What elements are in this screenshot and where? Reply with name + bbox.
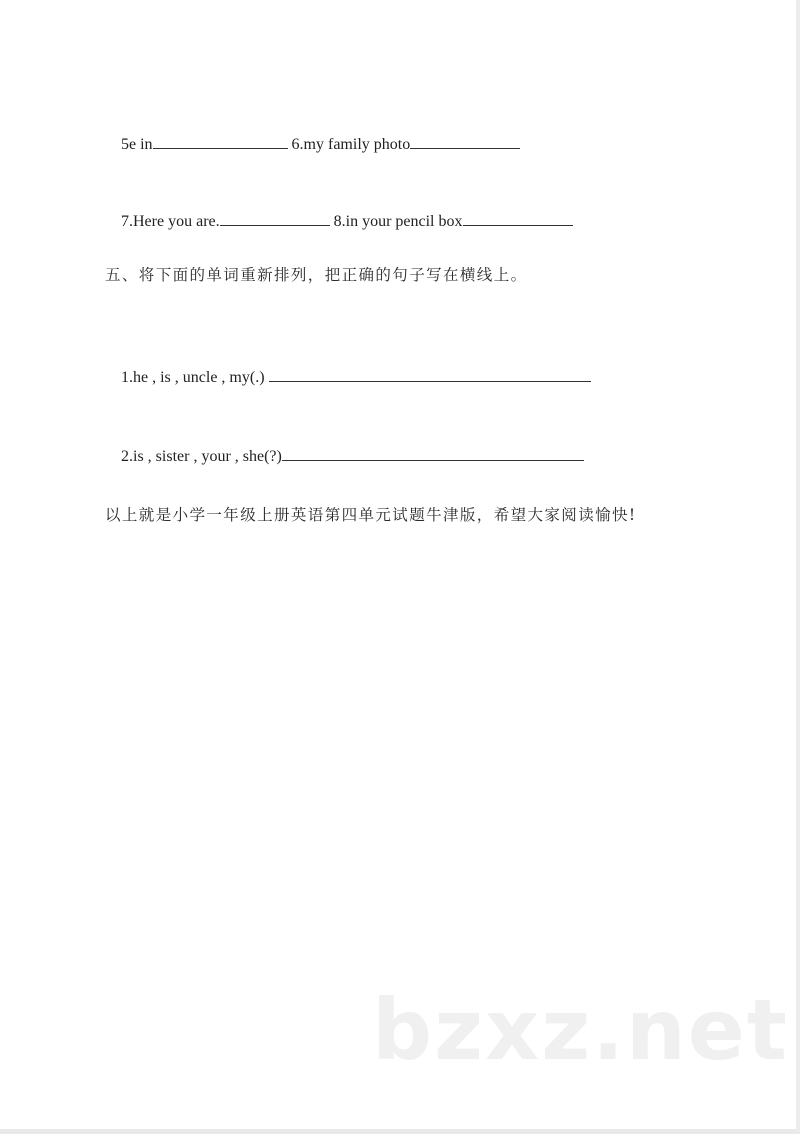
- item-5-answer-blank[interactable]: [153, 133, 288, 149]
- item-5-label: 5e in: [121, 136, 153, 153]
- item-7-answer-blank[interactable]: [220, 210, 330, 226]
- reorder-question-1: [105, 346, 591, 408]
- section-five-heading: 五、将下面的单词重新排列，把正确的句子写在横线上。: [105, 266, 528, 284]
- item-8-answer-blank[interactable]: [463, 210, 573, 226]
- exercise-row-7-8: [105, 190, 573, 252]
- watermark-text: bzxz.net: [372, 981, 789, 1079]
- item-7-label: 7.Here you are.: [121, 213, 220, 230]
- question-2-answer-blank[interactable]: [282, 445, 584, 461]
- item-6-label: 6.my family photo: [291, 136, 411, 153]
- item-8-label: 8.in your pencil box: [333, 213, 463, 230]
- closing-text: 以上就是小学一年级上册英语第四单元试题牛津版，希望大家阅读愉快!: [105, 506, 637, 524]
- item-6-answer-blank[interactable]: [410, 133, 520, 149]
- question-1-answer-blank[interactable]: [269, 366, 591, 382]
- question-2-words: 2.is , sister , your , she(?): [121, 448, 282, 465]
- reorder-question-2: [105, 425, 584, 487]
- question-1-words: 1.he , is , uncle , my(.): [121, 369, 269, 386]
- exercise-row-5-6: [105, 113, 520, 175]
